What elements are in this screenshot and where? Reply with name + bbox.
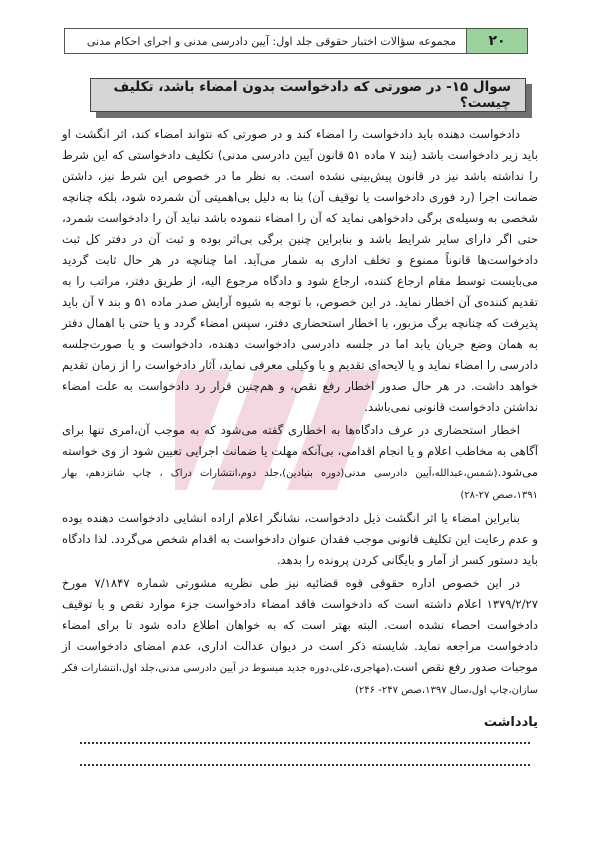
running-header [64, 28, 528, 54]
paragraph-4 [62, 573, 538, 701]
paragraph-4-text: در این خصوص اداره حقوقی قوه قضائیه نیز طی نظریه مشورتی شماره ۷/۱۸۴۷ مورخ ۱۳۷۹/۲/۲۷ اعلام داشته است که دادخواست فاقد امضاء دادخواست جزء موارد نقص و یا توقیف دادخواست احصاء نشده است. البته بهتر است که به خواهان اطلاع داده شود تا برای امضاء دادخواست مراجعه نماید. شایسته ذکر است در دیوان عدالت اداری، عدم امضای دادخواست از موجبات صدور رفع نقص است. [62, 576, 539, 674]
running-title: مجموعه سؤالات اختبار حقوقی جلد اول: آیین دادرسی مدنی و اجرای احکام مدنی [86, 34, 456, 48]
question-title: سوال ۱۵- در صورتی که دادخواست بدون امضاء باشد، تکلیف چیست؟ [90, 78, 526, 112]
paragraph-2-text: اخطار استحضاری در عرف دادگاه‌ها به اخطاری گفته می‌شود که به موجب آن،امری تنها برای آگاهی به مخاطب اعلام و یا انجام اقدامی، بی‌آنکه مهلت یا ضمانت اجرایی تعیین شود از وی خواسته می‌شود. [62, 423, 538, 479]
paragraph-1: دادخواست دهنده باید دادخواست را امضاء کند و در صورتی که نتواند امضاء کند، اثر انگشت او باید زیر دادخواست باشد (بند ۷ ماده ۵۱ قانون آیین دادرسی مدنی) تکلیف دادخواستی که این شرط را نداشته باشد نیز در قانون پیش‌بینی نشده است. به نظر ما در خصوص این شرط نیز، داشتن ضمانت اجرا (رد فوری دادخواست یا توقیف آن) بنا به دلیل بی‌اهمیتی آن شمرده شود، بلکه چنانچه شخصی به وسیله‌ی برگی دادخواهی نماید که آن را امضاء ننموده باشد نباید آن را دادخواست شمرد، حتی اگر دارای سایر شرایط باشد و بنابراین چنین برگی بی‌اثر بوده و ثبت آن در دفتر کل ثبت دادخواست‌ها قانوناً ممنوع و تخلف اداری به شمار می‌آید. اما چنانچه در هر حال ثابت گردید می‌بایست توسط مقام ارجاع کننده، ارجاع شود و دادگاه مرجوع الیه، از طریق دفتر، مراتب را به تقدیم کننده‌ی آن اخطار نماید. در این خصوص، با توجه به شیوه آرایش صدر ماده ۵۱ و بند ۷ آن باید پذیرفت که چنانچه برگ مزبور، با اخطار استحضاری دفتر، سپس امضاء گردد و یا حتی با اهمال دفتر به همان وضع جریان یابد اما در جلسه دادرسی دادخواست دهنده، دادخواست و یا صورت‌جلسه دادرسی را امضاء نماید و یا لایحه‌ای تقدیم و یا وکیلی معرفی نماید، آثار دادخواست را از زمان تقدیم خواهد داشت. در هر حال صدور اخطار رفع نقص، و هم‌چنین قرار رد دادخواست به علت امضاء نداشتن دادخواست قانونی نمی‌باشد. [62, 127, 538, 414]
notes-line-1 [80, 742, 530, 744]
notes-line-2 [80, 764, 530, 766]
answer-body [62, 124, 538, 703]
paragraph-2 [62, 420, 538, 506]
notes-title: یادداشت [483, 715, 538, 730]
reference-1: (شمس،عبدالله،آیین دادرسی مدنی(دوره بنیادین)،جلد دوم،انتشارات دراک ، چاپ شانزدهم، بهار ۱۳۹۱،صص ۲۷-۲۸) [62, 468, 538, 501]
page-number: ۲۰ [466, 29, 527, 53]
reference-2: (مهاجری،علی،دوره جدید مبسوط در آیین دادرسی مدنی،جلد اول،انتشارات فکر سازان،چاپ اول،سال ۱۳۹۷،صص ۲۴۷- ۲۴۶) [62, 663, 538, 696]
paragraph-3: بنابراین امضاء یا اثر انگشت ذیل دادخواست، نشانگر اعلام اراده انشایی دادخواست دهنده بوده و عدم رعایت این تکلیف قانونی موجب فقدان عنوان دادخواست به اقدام شخص می‌گردد. لذا دادگاه باید دستور کسر از آمار و بایگانی کردن پرونده را بدهد. [62, 511, 538, 567]
